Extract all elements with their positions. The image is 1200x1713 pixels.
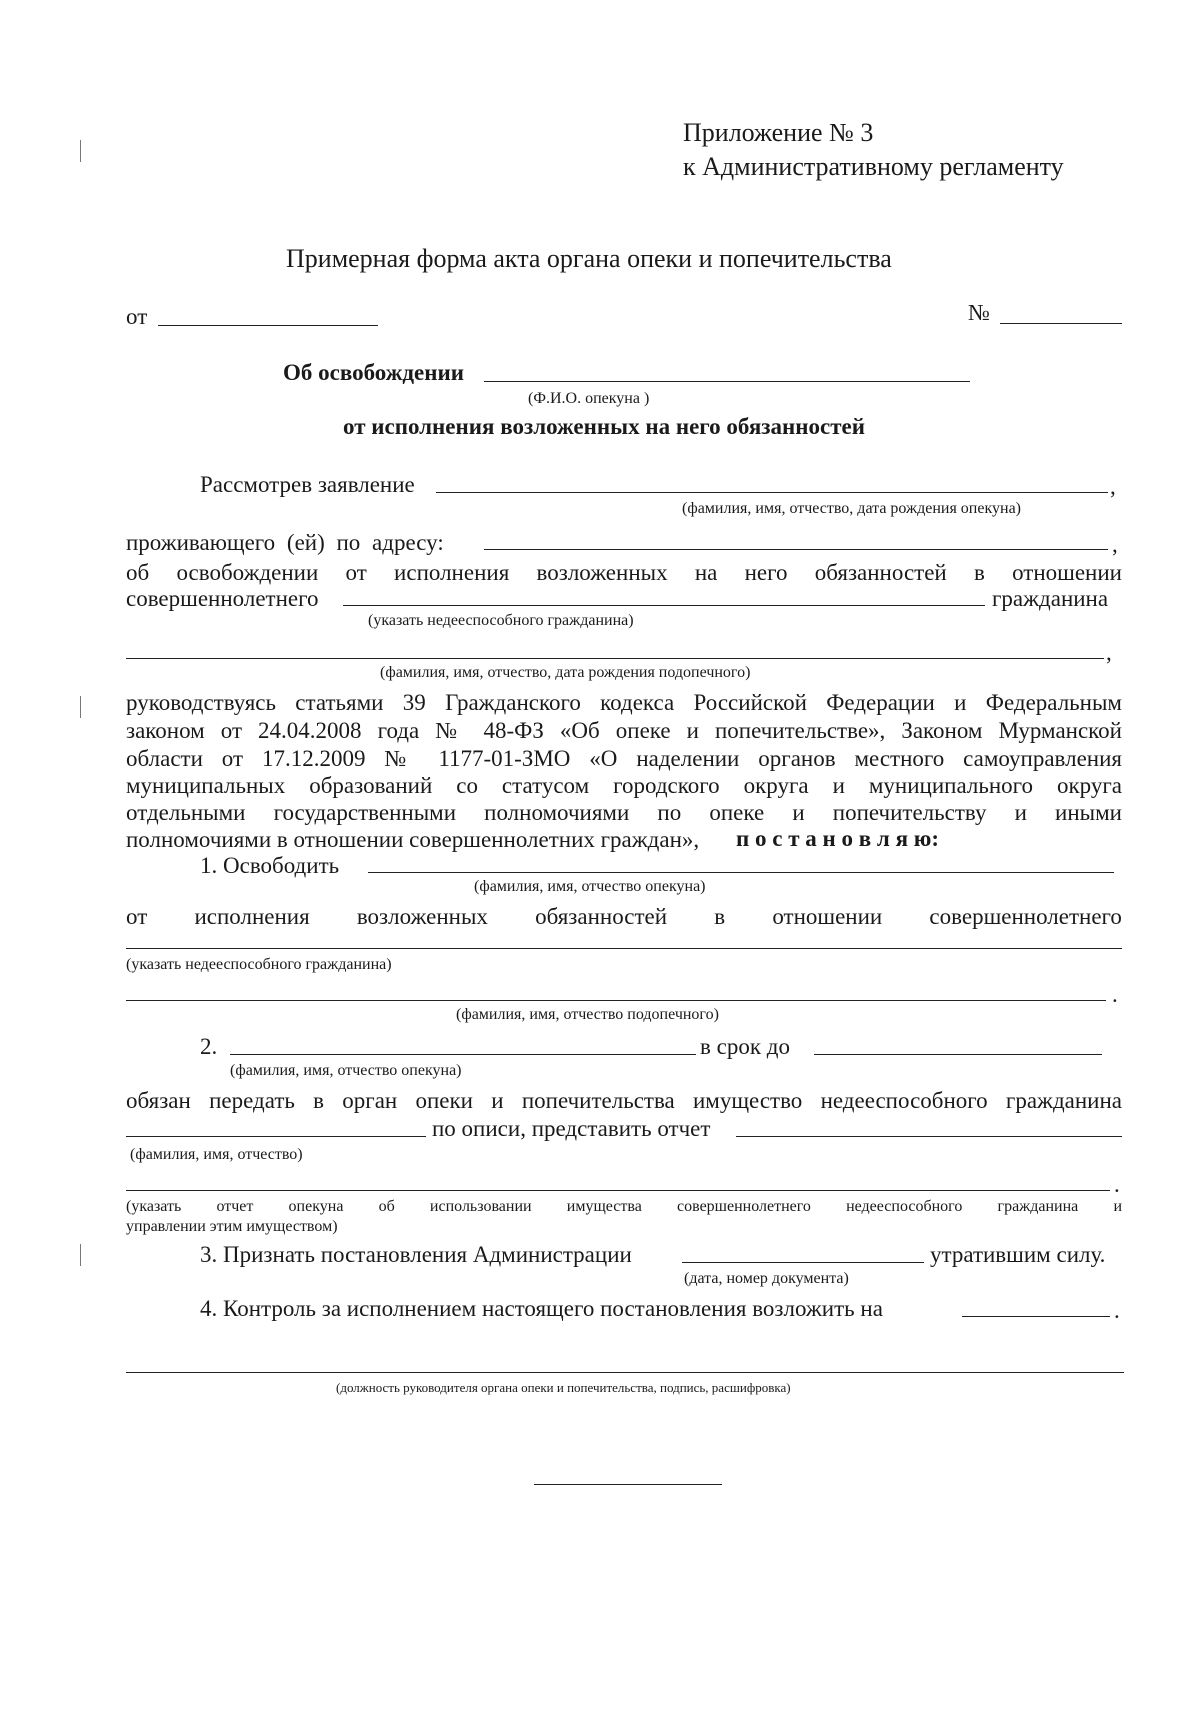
appendix-number: Приложение № 3 [683,118,874,147]
number-field[interactable] [1000,323,1122,324]
item1-guardian-field[interactable] [368,872,1114,873]
subject-line2: от исполнения возложенных на него обязанностей [343,414,866,439]
guardian-name-field[interactable] [484,381,970,382]
item2-report-hint-2: управлении этим имуществом) [126,1218,338,1235]
decree-word: п о с т а н о в л я ю: [736,826,940,851]
word: от [126,904,148,929]
word: обязанностей [535,904,668,929]
law-line: законом от 24.04.2008 года № 48-ФЗ «Об опеке и попечительстве», Законом Мурманской [126,718,1122,743]
guardian-name-hint: (Ф.И.О. опекуна ) [528,390,650,407]
item2-guardian-field[interactable] [230,1054,696,1055]
period: . [1114,1298,1120,1323]
document-title: Примерная форма акта органа опеки и попечительства [286,244,892,273]
item2-number: 2. [200,1034,218,1059]
scan-mark [80,696,81,718]
applicant-hint: (фамилия, имя, отчество, дата рождения опекуна) [682,500,1022,517]
applicant-field[interactable] [436,492,1108,493]
item2-inventory: по описи, представить отчет [432,1116,711,1141]
word: отношении [772,904,883,929]
signature-hint: (должность руководителя органа опеки и попечительства, подпись, расшифровка) [336,1380,791,1395]
word: совершеннолетнего [929,904,1122,929]
item1-incapable-hint: (указать недееспособного гражданина) [126,956,392,973]
item2-transfer: обязан передать в орган опеки и попечительства имущество недееспособного гражданина [126,1088,1122,1113]
comma: , [1106,640,1112,665]
ward-hint: (фамилия, имя, отчество, дата рождения подопечного) [380,664,751,681]
item3-document-field[interactable] [682,1262,924,1263]
adult-label: совершеннолетнего [126,586,319,611]
address-field[interactable] [484,549,1108,550]
law-line: отдельными государственными полномочиями по опеке и попечительству и иными [126,800,1122,825]
item1-guardian-hint: (фамилия, имя, отчество опекуна) [474,878,706,895]
item2-guardian-hint: (фамилия, имя, отчество опекуна) [230,1062,462,1079]
number-label: № [968,300,990,325]
item1-label: 1. Освободить [200,853,340,878]
item2-deadline-field[interactable] [814,1054,1102,1055]
period: . [1114,1172,1120,1197]
item1-incapable-field[interactable] [126,948,1122,949]
item2-report-hint: (указать отчет опекуна об использовании имущества совершеннолетнего недееспособного гражданина и [126,1198,1122,1215]
item4-label: 4. Контроль за исполнением настоящего постановления возложить на [200,1296,883,1321]
item1-ward-hint: (фамилия, имя, отчество подопечного) [456,1006,719,1023]
ward-field[interactable] [126,658,1104,659]
item2-report-field[interactable] [736,1136,1122,1137]
law-line-last: полномочиями в отношении совершеннолетних граждан», [126,827,700,852]
comma: , [1112,532,1118,557]
incapable-field[interactable] [343,605,985,606]
date-field[interactable] [158,325,378,326]
date-label: от [126,304,148,329]
appendix-regulation: к Административному регламенту [683,152,1064,181]
item1-ward-field[interactable] [126,1000,1106,1001]
item2-name-field[interactable] [126,1136,426,1137]
item2-name-hint: (фамилия, имя, отчество) [130,1146,303,1163]
item1-words [126,904,1122,930]
item2-report-detail-field[interactable] [126,1190,1110,1191]
comma: , [1110,474,1116,499]
closing-separator [534,1484,722,1485]
considered-label: Рассмотрев заявление [200,472,415,497]
word: возложенных [356,904,488,929]
item3-label: 3. Признать постановления Администрации [200,1242,632,1267]
word: исполнения [194,904,310,929]
item3-hint: (дата, номер документа) [684,1270,849,1287]
residing-label: проживающего (ей) по адресу: [126,530,444,555]
incapable-hint: (указать недееспособного гражданина) [368,612,634,629]
scan-mark [80,1244,81,1266]
citizen-label: гражданина [992,586,1109,611]
item4-responsible-field[interactable] [962,1316,1110,1317]
subject-prefix: Об освобождении [283,360,465,385]
word: в [714,904,726,929]
signature-field[interactable] [126,1372,1124,1373]
release-line: об освобождении от исполнения возложенных на него обязанностей в отношении [126,560,1122,585]
law-line: области от 17.12.2009 № 1177-01-ЗМО «О наделении органов местного самоуправления [126,746,1122,771]
item2-deadline: в срок до [700,1034,790,1059]
scan-mark [80,140,81,162]
law-line: муниципальных образований со статусом городского округа и муниципального округа [126,773,1122,798]
period: . [1112,982,1118,1007]
item3-tail: утратившим силу. [930,1242,1106,1267]
law-line: руководствуясь статьями 39 Гражданского кодекса Российской Федерации и Федеральным [126,690,1122,715]
